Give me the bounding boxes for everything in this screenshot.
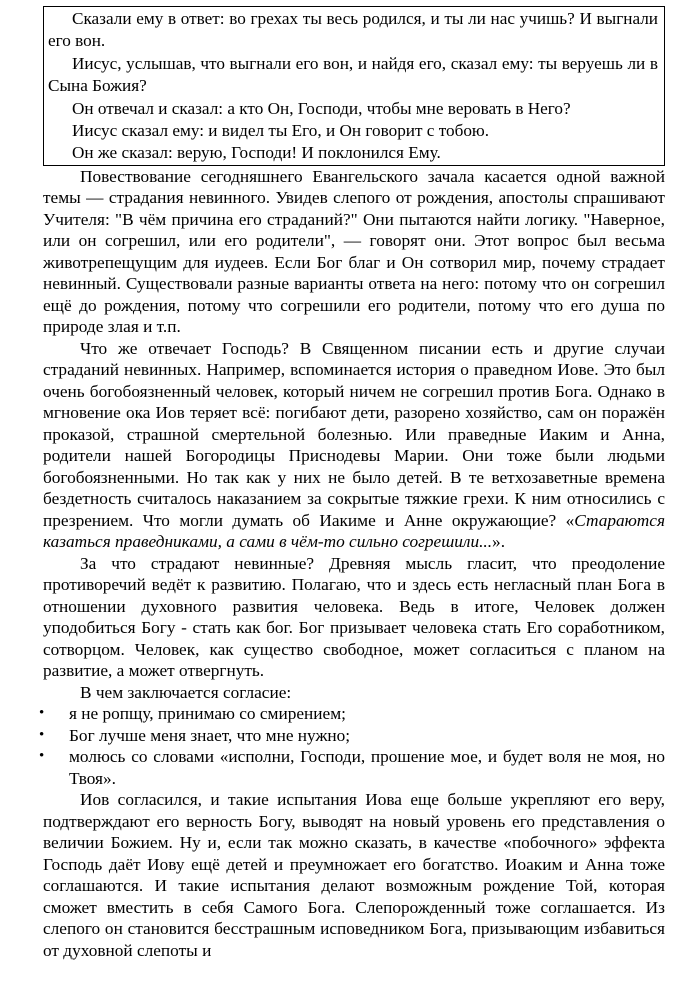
quote-line: Он же сказал: верую, Господи! И поклонился Ему. [72, 143, 441, 163]
gospel-quote-box [43, 6, 665, 166]
paragraph: За что страдают невинные? Древняя мысль гласит, что преодоление противоречий ведёт к развитию. Полагаю, что и здесь есть негласный план Бога в отношении духовного развития человека. Ведь в итоге, Человек должен уподобиться Богу - стать как бог. Бог призывает человека стать Его соработником, сотворцом. Человек, как существо свободное, может согласиться с планом на развитие, а может отвергнуть. [43, 553, 665, 681]
consent-list [43, 703, 665, 789]
quote-line: Сказали ему в ответ: во грехах ты весь родился, и ты ли нас учишь? И выгнали его вон. [48, 9, 658, 51]
list-item: • молюсь со словами «исполни, Господи, прошение мое, и будет воля не моя, но Твоя». [43, 746, 665, 789]
paragraph-text-end: ». [492, 532, 506, 552]
paragraph: Иов согласился, и такие испытания Иова еще больше укрепляют его веру, подтверждают его верность Богу, выводят на новый уровень его представления о величии Божием. Ну и, если так можно сказать, в качестве «побочного» эффекта Господь даёт Иову ещё детей и преумножает его богатство. Иоаким и Анна тоже соглашаются. И такие испытания делают возможным рождение Той, которая сможет вместить в себя Самого Бога. Слепорожденный тоже соглашается. Из слепого он становится бесстрашным исповедником Бога, призывающим избавиться от духовной слепоты и [43, 790, 665, 960]
list-item: • Бог лучше меня знает, что мне нужно; [43, 725, 665, 747]
document-page [43, 6, 665, 961]
paragraph [43, 338, 665, 553]
quote-line: Иисус, услышав, что выгнали его вон, и найдя его, сказал ему: ты веруешь ли в Сына Божия? [48, 53, 658, 96]
sermon-text [43, 166, 665, 962]
list-item: • я не ропщу, принимаю со смирением; [43, 703, 665, 725]
quote-line: Он отвечал и сказал: а кто Он, Господи, чтобы мне веровать в Него? [72, 98, 571, 118]
italic-quote: Стараются казаться праведниками, а сами в чём-то сильно согрешили... [43, 510, 665, 552]
paragraph: В чем заключается согласие: [80, 682, 292, 702]
paragraph-text: Что же отвечает Господь? В Священном писании есть и другие случаи страданий невинных. Например, вспоминается история о праведном Иове. Это был очень богобоязненный человек, который ничем не согрешил против Бога. Однако в мгновение ока Иов теряет всё: погибают дети, разорено хозяйство, сам он поражён проказой, страшной смертельной болезнью. Или праведные Иаким и Анна, родители нашей Богородицы Приснодевы Марии. Они тоже были людьми богобоязненными. Но так как у них не было детей. В те ветхозаветные времена бездетность считалось наказанием за сокрытые тяжкие грехи. К ним относились с презрением. Что могли думать об Иакиме и Анне окружающие? « [43, 338, 665, 530]
quote-line: Иисус сказал ему: и видел ты Его, и Он говорит с тобою. [72, 121, 490, 141]
paragraph: Повествование сегодняшнего Евангельского зачала касается одной важной темы — страдания невинного. Увидев слепого от рождения, апостолы спрашивают Учителя: "В чём причина его страданий?" Они пытаются найти логику. "Наверное, или он согрешил, или его родители", — говорят они. Этот вопрос был весьма животрепещущим для иудеев. Если Бог благ и Он сотворил мир, почему страдает невинный. Существовали разные варианты ответа на него: потому что он согрешил ещё до рождения, потому что согрешили его родители, потому что его душа по природе злая и т.п. [43, 166, 665, 337]
